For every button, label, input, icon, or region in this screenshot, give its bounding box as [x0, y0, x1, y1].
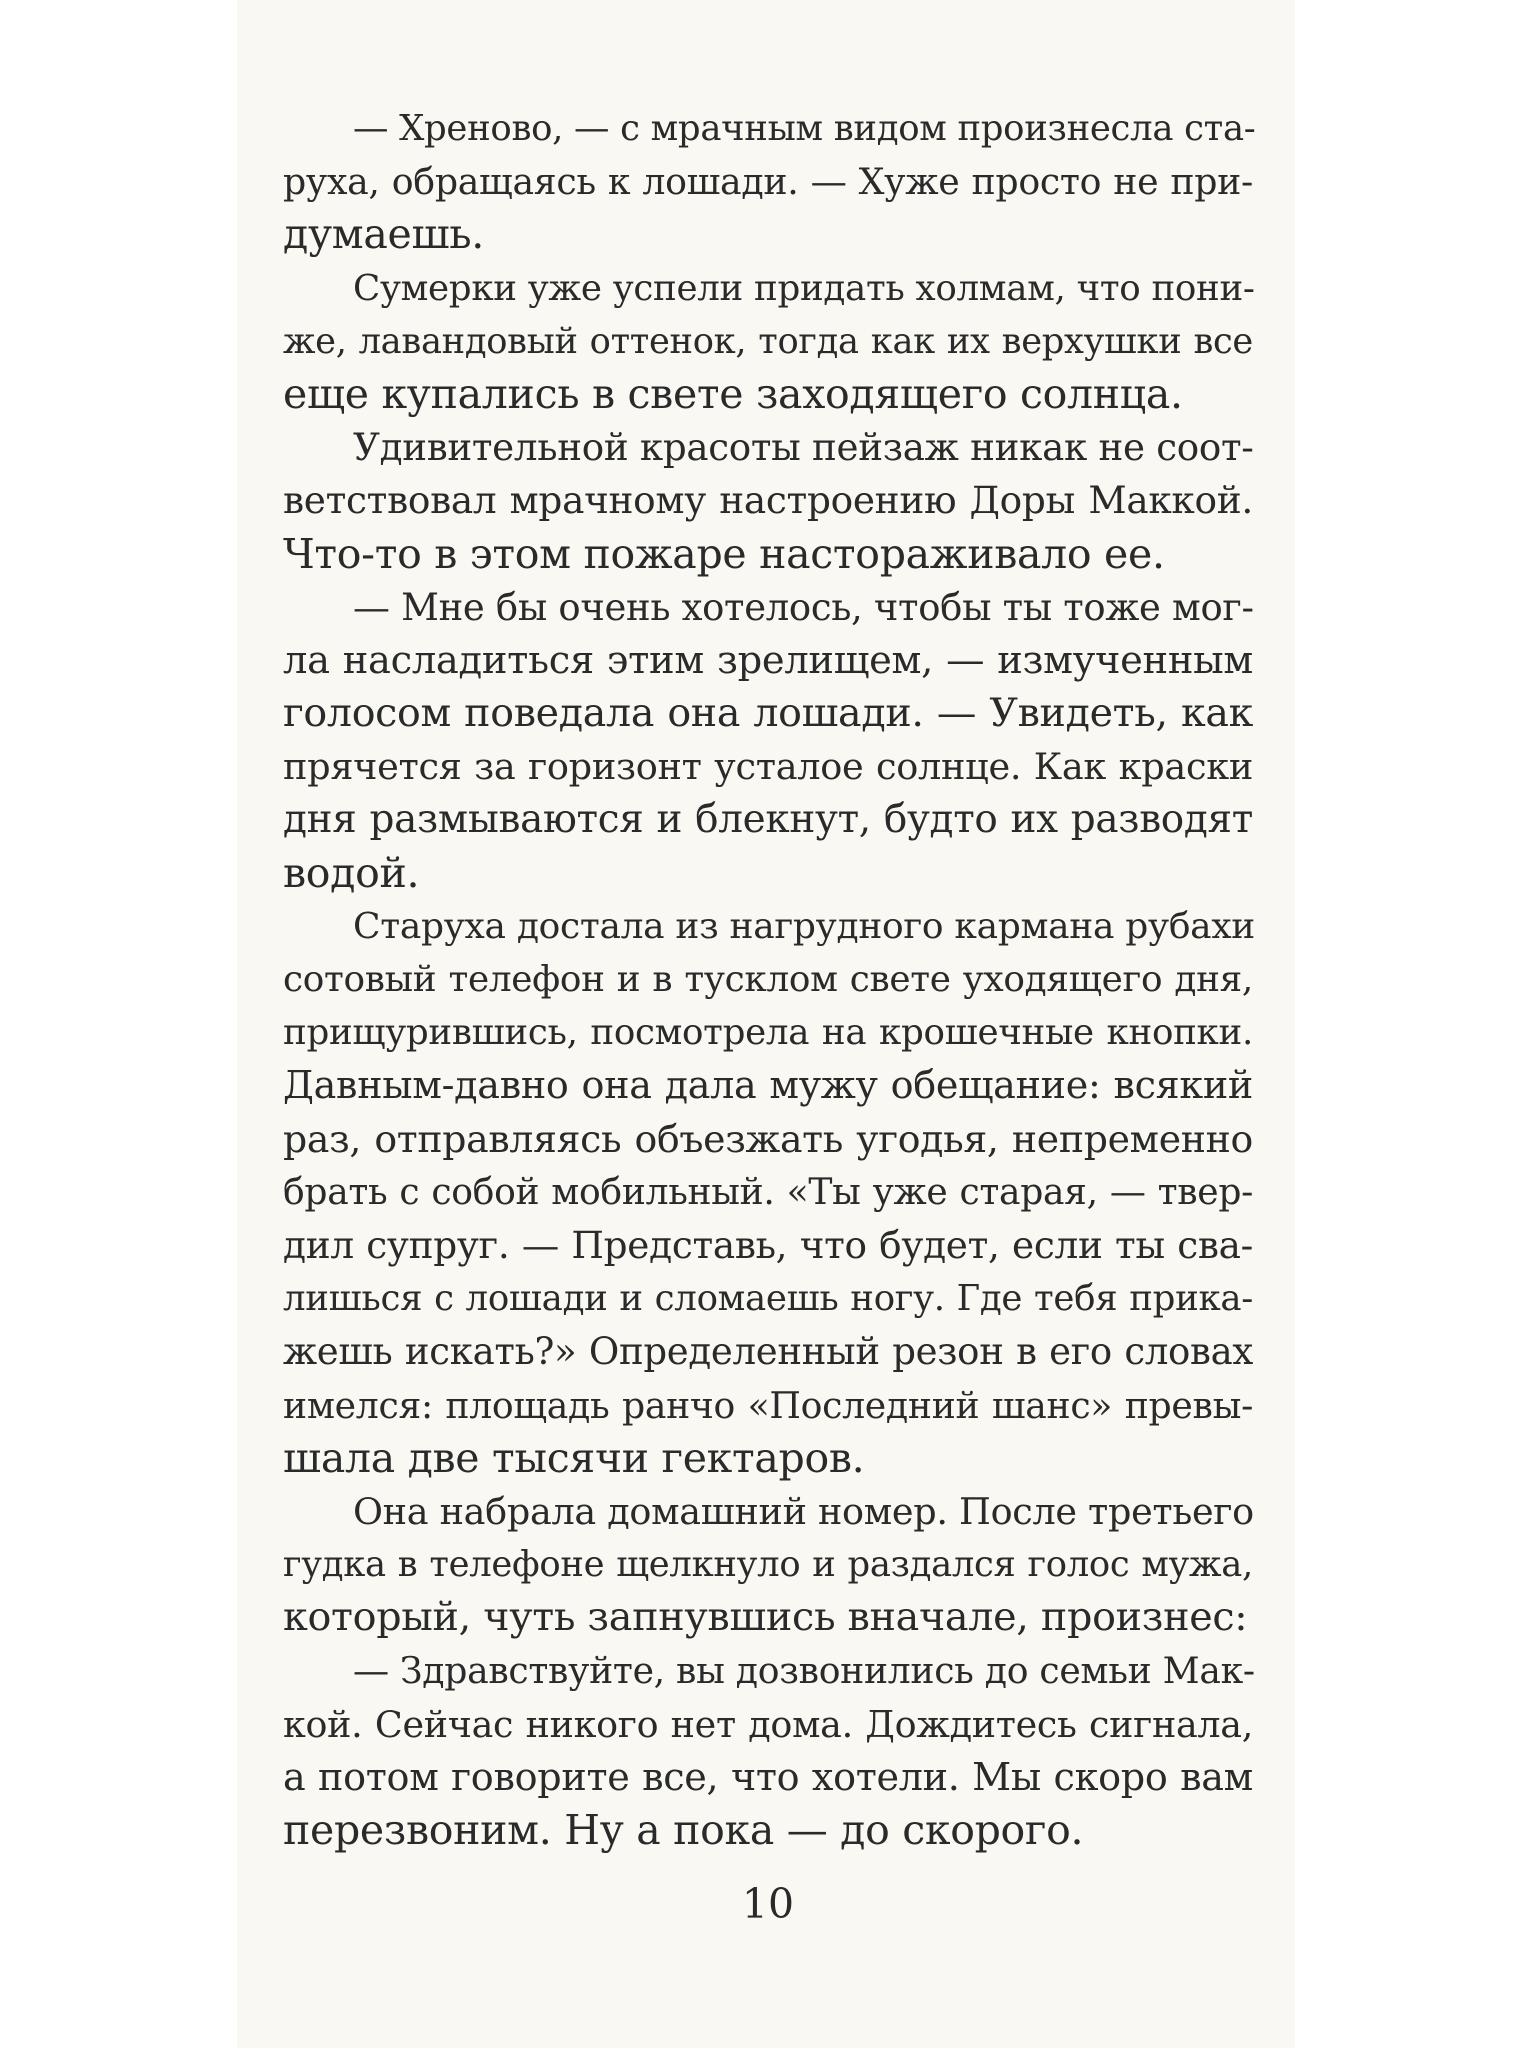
text-line: дил супруг. — Представь, что будет, если ты сва-	[283, 1222, 1253, 1267]
text-line: шала две тысячи гектаров.	[283, 1433, 865, 1482]
text-line: Сумерки уже успели придать холмам, что пони-	[353, 267, 1255, 309]
text-line: ветствовал мрачному настроению Доры Маккой.	[283, 478, 1253, 523]
text-line: же, лавандовый оттенок, тогда как их верхушки все	[283, 320, 1253, 362]
text-line: водой.	[283, 848, 420, 897]
text-line: перезвоним. Ну а пока — до скорого.	[283, 1806, 1084, 1854]
text-line: — Здравствуйте, вы дозвонились до семьи Мак-	[353, 1649, 1255, 1693]
text-line: — Мне бы очень хотелось, чтобы ты тоже мог-	[353, 585, 1254, 629]
text-line: кой. Сейчас никого нет дома. Дождитесь сигнала,	[283, 1702, 1253, 1746]
text-line: думаешь.	[283, 210, 485, 259]
text-line: который, чуть запнувшись вначале, произнес:	[283, 1594, 1248, 1641]
text-line: руха, обращаясь к лошади. — Хуже просто не при-	[283, 160, 1253, 204]
page-body-text	[283, 102, 1256, 1857]
text-line: жешь искать?» Определенный резон в его словах	[283, 1330, 1253, 1374]
text-line: Она набрала домашний номер. После третьего	[353, 1489, 1254, 1533]
text-line: голосом поведала она лошади. — Увидеть, как	[283, 690, 1253, 737]
text-line: Удивительной красоты пейзаж никак не соот-	[353, 425, 1254, 470]
text-line: прячется за горизонт усталое солнце. Как краски	[283, 745, 1253, 789]
text-line: а потом говорите все, что хотели. Мы скоро вам	[283, 1754, 1253, 1799]
text-line: сотовый телефон и в тусклом свете уходящего дня,	[283, 959, 1253, 1000]
page-number: 10	[741, 1880, 795, 1928]
text-line: раз, отправляясь объезжать угодья, непременно	[283, 1116, 1253, 1161]
text-line: лишься с лошади и сломаешь ногу. Где тебя прика-	[283, 1278, 1253, 1320]
text-line: еще купались в свете заходящего солнца.	[283, 369, 1183, 418]
text-line: Что-то в этом пожаре настораживало ее.	[283, 529, 1165, 578]
text-line: Старуха достала из нагрудного кармана рубахи	[353, 905, 1255, 947]
text-line: прищурившись, посмотрела на крошечные кнопки.	[283, 1012, 1253, 1054]
text-line: Давным-давно она дала мужу обещание: всякий	[283, 1063, 1253, 1108]
text-line: — Хреново, — с мрачным видом произнесла ста-	[353, 108, 1256, 149]
text-line: дня размываются и блекнут, будто их разводят	[283, 797, 1253, 843]
text-line: брать с собой мобильный. «Ты уже старая, — твер-	[283, 1170, 1253, 1213]
text-line: имелся: площадь ранчо «Последний шанс» превы-	[283, 1383, 1253, 1427]
text-line: гудка в телефоне щелкнуло и раздался голос мужа,	[283, 1544, 1253, 1586]
text-line: ла насладиться этим зрелищем, — измученным	[283, 637, 1253, 683]
